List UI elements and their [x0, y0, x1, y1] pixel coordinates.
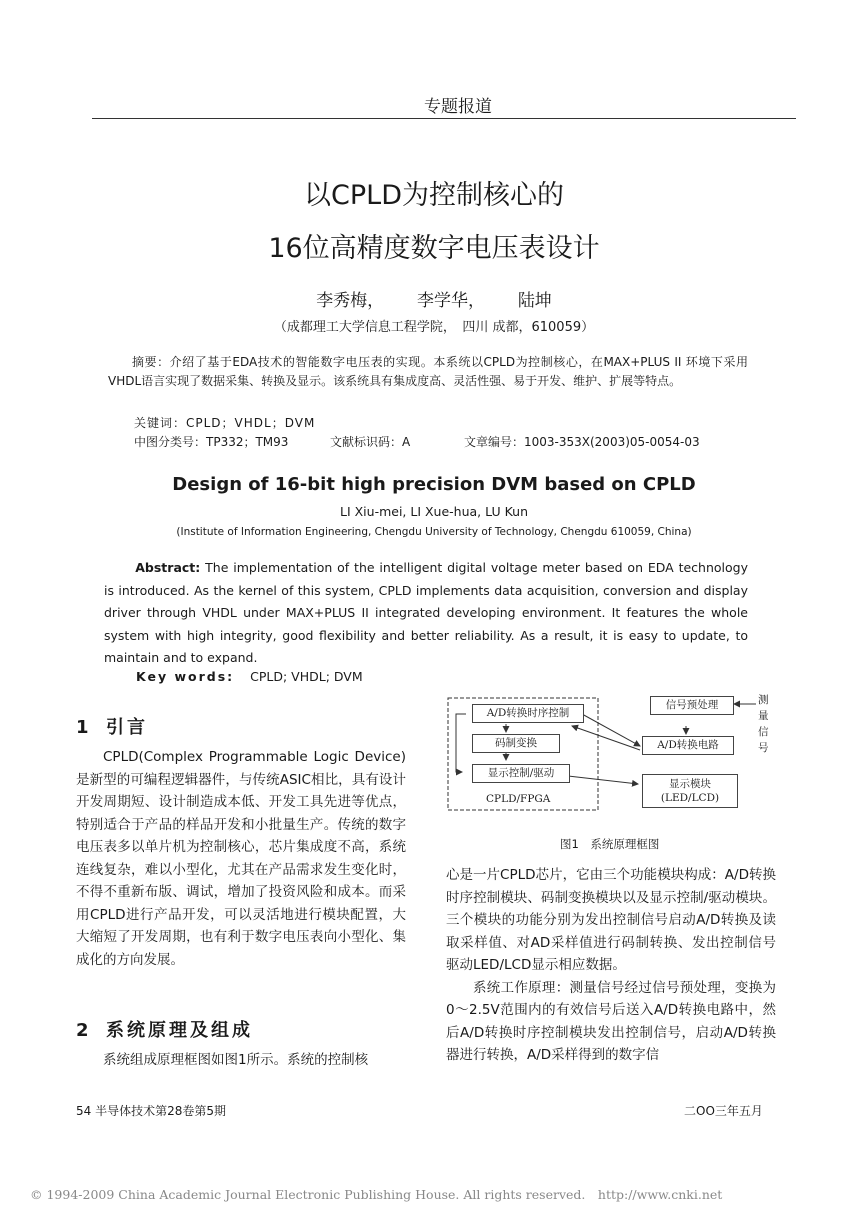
- display-module-block: [642, 774, 738, 808]
- affiliation: （成都理工大学信息工程学院， 四川 成都，610059）: [273, 320, 595, 335]
- keywords-cn: 关键词：CPLD；VHDL；DVM: [134, 416, 316, 430]
- footer-left: 54 半导体技术第28卷第5期: [76, 1104, 226, 1118]
- paper-title-line2: 16位高精度数字电压表设计: [268, 233, 600, 264]
- english-keywords: [136, 669, 363, 684]
- section-2-heading: [76, 1016, 253, 1042]
- display-module-type: (LED/LCD): [660, 792, 720, 804]
- keywords-text: CPLD; VHDL; DVM: [250, 669, 363, 684]
- abstract-label: Abstract:: [135, 560, 201, 575]
- english-affiliation: (Institute of Information Engineering, Chengdu University of Technology, Chengdu 610059, China): [176, 526, 692, 538]
- code-conversion-block: 码制变换: [472, 734, 560, 753]
- signal-preprocess-block: 信号预处理: [650, 696, 734, 715]
- measured-signal-label: 测量信号: [758, 694, 769, 754]
- ad-timing-control-block: A/D转换时序控制: [472, 704, 584, 723]
- right-paragraph-1: 心是一片CPLD芯片，它由三个功能模块构成：A/D转换时序控制模块、码制变换模块以及显示控制/驱动模块。三个模块的功能分别为发出控制信号启动A/D转换及读取采样值、对AD采样值进行码制转换、发出控制信号驱动LED/LCD显示相应数据。: [446, 867, 776, 973]
- english-title: Design of 16-bit high precision DVM based on CPLD: [172, 474, 696, 495]
- section-2-title: 系统原理及组成: [106, 1020, 253, 1041]
- ad-converter-block: A/D转换电路: [642, 736, 734, 755]
- cpld-fpga-label: CPLD/FPGA: [486, 793, 551, 805]
- display-control-block: 显示控制/驱动: [472, 764, 570, 783]
- keywords-label: Key words:: [136, 669, 235, 684]
- figure-1-caption: 图1 系统原理框图: [560, 837, 660, 851]
- section-1-body: [76, 746, 406, 971]
- authors: [0, 286, 868, 311]
- right-paragraph-2: 系统工作原理：测量信号经过信号预处理，变换为0～2.5V范围内的有效信号后送入A/D转换电路中，然后A/D转换时序控制模块发出控制信号，启动A/D转换器进行转换，A/D采样得到的数字信: [446, 979, 776, 1063]
- english-abstract: [104, 557, 748, 670]
- author-1: 李秀梅，: [316, 291, 385, 311]
- section-1-number: 1: [76, 717, 92, 738]
- section-1-title: 引言: [106, 717, 148, 738]
- author-3: 陆坤: [517, 291, 552, 311]
- copyright-notice: © 1994-2009 China Academic Journal Electronic Publishing House. All rights reserved. http://www.cnki.net: [30, 1187, 723, 1202]
- section-2-body: [76, 1049, 406, 1072]
- journal-section-header: 专题报道: [424, 97, 492, 117]
- footer-right: 二OO三年五月: [684, 1104, 763, 1118]
- section-2-number: 2: [76, 1020, 92, 1041]
- author-2: 李学华，: [417, 291, 485, 311]
- abstract-cn: 摘要：介绍了基于EDA技术的智能数字电压表的实现。本系统以CPLD为控制核心，在MAX+PLUS II 环境下采用VHDL语言实现了数据采集、转换及显示。该系统具有集成度高、灵活性强、易于开发、维护、扩展等特点。: [108, 355, 748, 388]
- classification-line: [134, 433, 774, 450]
- display-module-label: 显示模块: [669, 778, 711, 790]
- paper-title-line1: 以CPLD为控制核心的: [304, 180, 564, 211]
- article-number: 文章编号：1003-353X(2003)05-0054-03: [464, 435, 700, 449]
- section-1-heading: [76, 713, 148, 739]
- figure-1: [446, 690, 776, 820]
- document-code: 文献标识码：A: [330, 435, 411, 449]
- abstract-text: The implementation of the intelligent digital voltage meter based on EDA technology is introduced. As the kernel of this system, CPLD implements data acquisition, conversion and display driver through VHDL under MAX+PLUS II integrated developing environment. It features the whole system with high integrity, good flexibility and better reliability. As a result, it is easy to update, to maintain and to expand.: [104, 560, 748, 665]
- header-rule: [92, 118, 796, 119]
- right-column-body: [446, 864, 776, 1067]
- section-1-paragraph: CPLD(Complex Programmable Logic Device)是新型的可编程逻辑器件，与传统ASIC相比，具有设计开发周期短、设计制造成本低、开发工具先进等优点，特别适合于产品的样品开发和小批量生产。传统的数字电压表多以单片机为控制核心，芯片集成度不高，系统连线复杂，难以小型化，尤其在产品需求发生变化时，不得不重新布版、调试，增加了投资风险和成本。而采用CPLD进行产品开发，可以灵活地进行模块配置，大大缩短了开发周期，也有利于数字电压表向小型化、集成化的方向发展。: [76, 749, 406, 968]
- english-authors: LI Xiu-mei, LI Xue-hua, LU Kun: [339, 504, 529, 519]
- clc-number: 中图分类号：TP332；TM93: [134, 435, 289, 449]
- section-2-paragraph: 系统组成原理框图如图1所示。系统的控制核: [103, 1052, 369, 1068]
